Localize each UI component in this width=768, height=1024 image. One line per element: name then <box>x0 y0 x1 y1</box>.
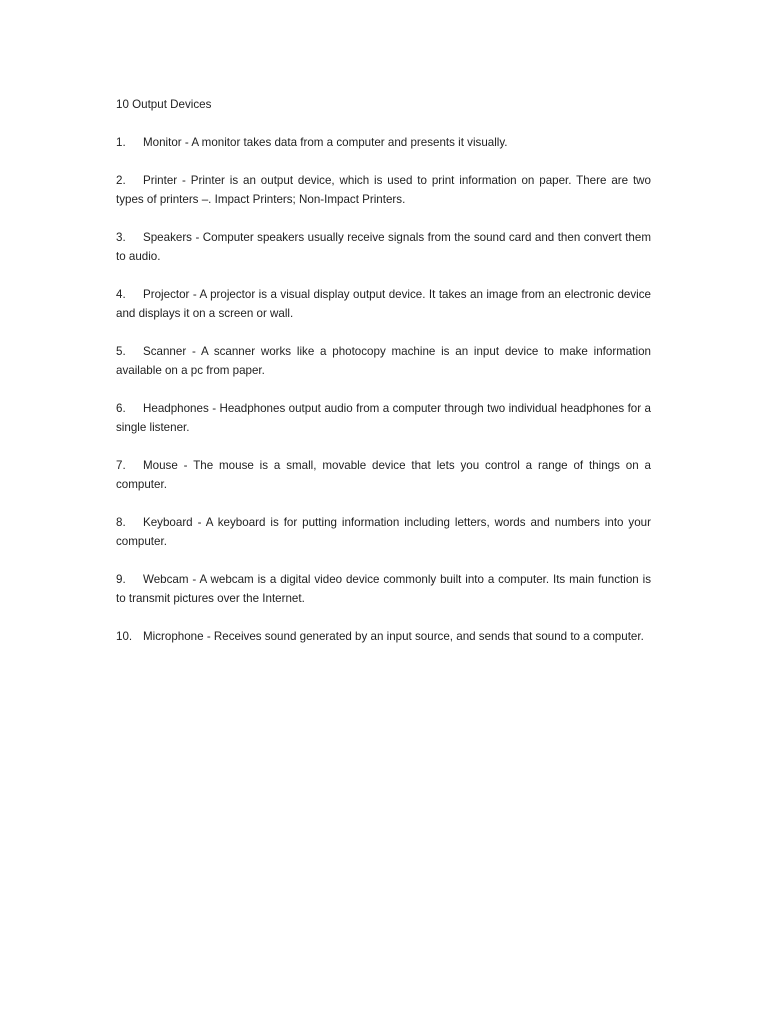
list-item <box>116 570 651 608</box>
item-description: Computer speakers usually receive signals from the sound card and then convert them to audio. <box>116 231 651 263</box>
item-number: 1. <box>116 136 126 149</box>
item-description: A keyboard is for putting information including letters, words and numbers into your computer. <box>116 516 651 548</box>
list-item <box>116 456 651 494</box>
item-description: A projector is a visual display output device. It takes an image from an electronic device and displays it on a screen or wall. <box>116 288 651 320</box>
list-item <box>116 133 651 152</box>
item-number: 7. <box>116 459 126 472</box>
list-item <box>116 171 651 209</box>
list-item <box>116 228 651 266</box>
item-number: 10. <box>116 630 133 643</box>
item-description: A webcam is a digital video device commonly built into a computer. Its main function is to transmit pictures over the Internet. <box>116 573 651 605</box>
item-name: Projector - <box>143 288 200 301</box>
item-number: 4. <box>116 288 126 301</box>
item-name: Mouse - <box>143 459 193 472</box>
item-name: Keyboard - <box>143 516 206 529</box>
list-item <box>116 285 651 323</box>
item-number: 9. <box>116 573 126 586</box>
item-name: Headphones - <box>143 402 219 415</box>
item-description: The mouse is a small, movable device that lets you control a range of things on a computer. <box>116 459 652 491</box>
item-number: 5. <box>116 345 126 358</box>
item-description: Printer is an output device, which is used to print information on paper. There are two types of printers –. Impact Printers; Non-Impact Printers. <box>116 174 651 206</box>
list-item <box>116 399 651 437</box>
item-number: 2. <box>116 174 126 187</box>
list-item <box>116 513 651 551</box>
item-description: Headphones output audio from a computer through two individual headphones for a single listener. <box>116 402 651 434</box>
item-description: A monitor takes data from a computer and presents it visually. <box>191 136 508 149</box>
item-name: Monitor - <box>143 136 191 149</box>
item-name: Printer - <box>143 174 191 187</box>
item-number: 6. <box>116 402 126 415</box>
item-number: 3. <box>116 231 126 244</box>
document-body <box>116 95 651 665</box>
item-name: Speakers - <box>143 231 203 244</box>
list-item <box>116 342 651 380</box>
item-name: Microphone - <box>143 630 214 643</box>
item-number: 8. <box>116 516 126 529</box>
list-item <box>116 627 651 646</box>
item-name: Scanner - <box>143 345 201 358</box>
document-title: 10 Output Devices <box>116 98 212 111</box>
item-description: A scanner works like a photocopy machine is an input device to make information available on a pc from paper. <box>116 345 651 377</box>
item-description: Receives sound generated by an input source, and sends that sound to a computer. <box>213 630 644 643</box>
item-name: Webcam - <box>143 573 200 586</box>
